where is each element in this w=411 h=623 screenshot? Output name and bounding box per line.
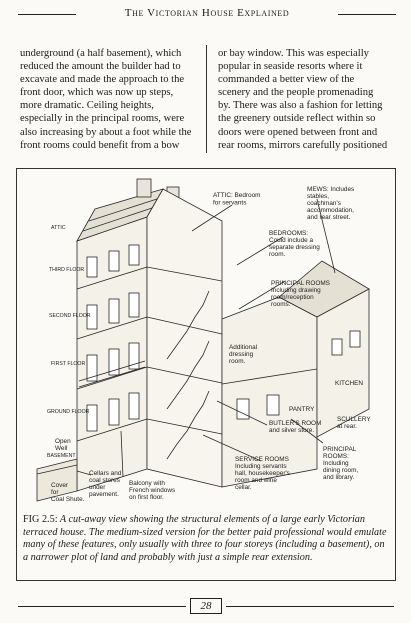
text-line: popular in seaside resorts where it (218, 61, 363, 73)
label-dressing-room: Additional dressing room. (229, 344, 258, 365)
label-scullery: SCULLERY at rear. (337, 416, 371, 430)
label-service-rooms: SERVICE ROOMS Including servants hall, housekeeper's room and wine cellar. (235, 456, 290, 491)
page-footer (18, 598, 394, 614)
text-line: by. There was also a fashion for letting (218, 100, 383, 112)
text-line: or bay window. This was especially (218, 48, 369, 59)
label-coal-shute-cover: Cover for Coal Shute. (51, 482, 85, 503)
caption-text: A cut-away view showing the structural elements of a large early Victorian terraced house. The medium-sized version for the better paid professional would emulate many of these features, only usually with three to four storeys (including a basement), on a narrower plot of land and probably with just a simple rear extension. (23, 514, 387, 563)
figure-box (16, 168, 396, 581)
label-attic: ATTIC: Bedroom for servants (213, 192, 261, 207)
text-line: the greenery outside reflect within so (218, 113, 376, 125)
label-principal-rooms-lower: PRINCIPAL ROOMS: Including dining room, and library. (323, 446, 359, 481)
floor-label: FIRST FLOOR (51, 361, 86, 367)
header-rule-right (338, 14, 396, 15)
caption-label: FIG 2.5: (23, 514, 58, 525)
text-line: front door, which was now up steps, (20, 87, 174, 99)
floor-label: BASEMENT (47, 453, 76, 459)
running-header (18, 6, 396, 22)
column-divider (206, 45, 207, 153)
label-butlers-room: BUTLER'S ROOM and silver store. (269, 420, 322, 434)
floor-label: SECOND FLOOR (49, 313, 91, 319)
text-line: especially in the principal rooms, were (20, 113, 185, 125)
figure-caption (23, 514, 389, 564)
text-line: commanded a better view of the (218, 74, 355, 86)
label-balcony: Balcony with French windows on first floor. (129, 480, 176, 501)
label-open-well: Open Well (55, 438, 71, 452)
footer-rule-right (226, 606, 394, 607)
text-line: excavate and made the approach to the (20, 74, 185, 86)
label-bedrooms: BEDROOMS: Could include a separate dressing room. (269, 230, 320, 258)
text-line: rear rooms, mirrors carefully positioned (218, 139, 388, 151)
running-title: The Victorian House Explained (124, 7, 290, 19)
label-principal-rooms-upper: PRINCIPAL ROOMS Including drawing room/reception rooms. (271, 280, 330, 308)
text-line: more dramatic. Ceiling heights, (20, 100, 154, 112)
cutaway-house-illustration (17, 169, 395, 509)
label-kitchen: KITCHEN (335, 380, 364, 387)
body-text (20, 47, 394, 151)
footer-rule-left (18, 606, 186, 607)
text-line: reduced the amount the builder had to (20, 61, 181, 73)
text-column-left (20, 47, 196, 152)
floor-label: THIRD FLOOR (49, 267, 85, 273)
text-line: doors were opened between front and (218, 126, 378, 138)
text-line: scenery and the people promenading (218, 87, 374, 99)
text-column-right (218, 47, 394, 152)
floor-label: GROUND FLOOR (47, 409, 90, 415)
page-number: 28 (190, 598, 222, 614)
label-cellars: Cellars and coal stores under pavement. (89, 470, 122, 498)
label-pantry: PANTRY (289, 406, 315, 413)
floor-label: ATTIC (51, 225, 66, 231)
text-line: also increasing by about a foot while the (20, 126, 192, 138)
label-mews: MEWS: Includes stables, coachman's accommodation, and rear street. (307, 186, 355, 221)
text-line: underground (a half basement), which (20, 48, 182, 59)
header-rule-left (18, 14, 76, 15)
text-line: front rooms could benefit from a bow (20, 139, 180, 151)
